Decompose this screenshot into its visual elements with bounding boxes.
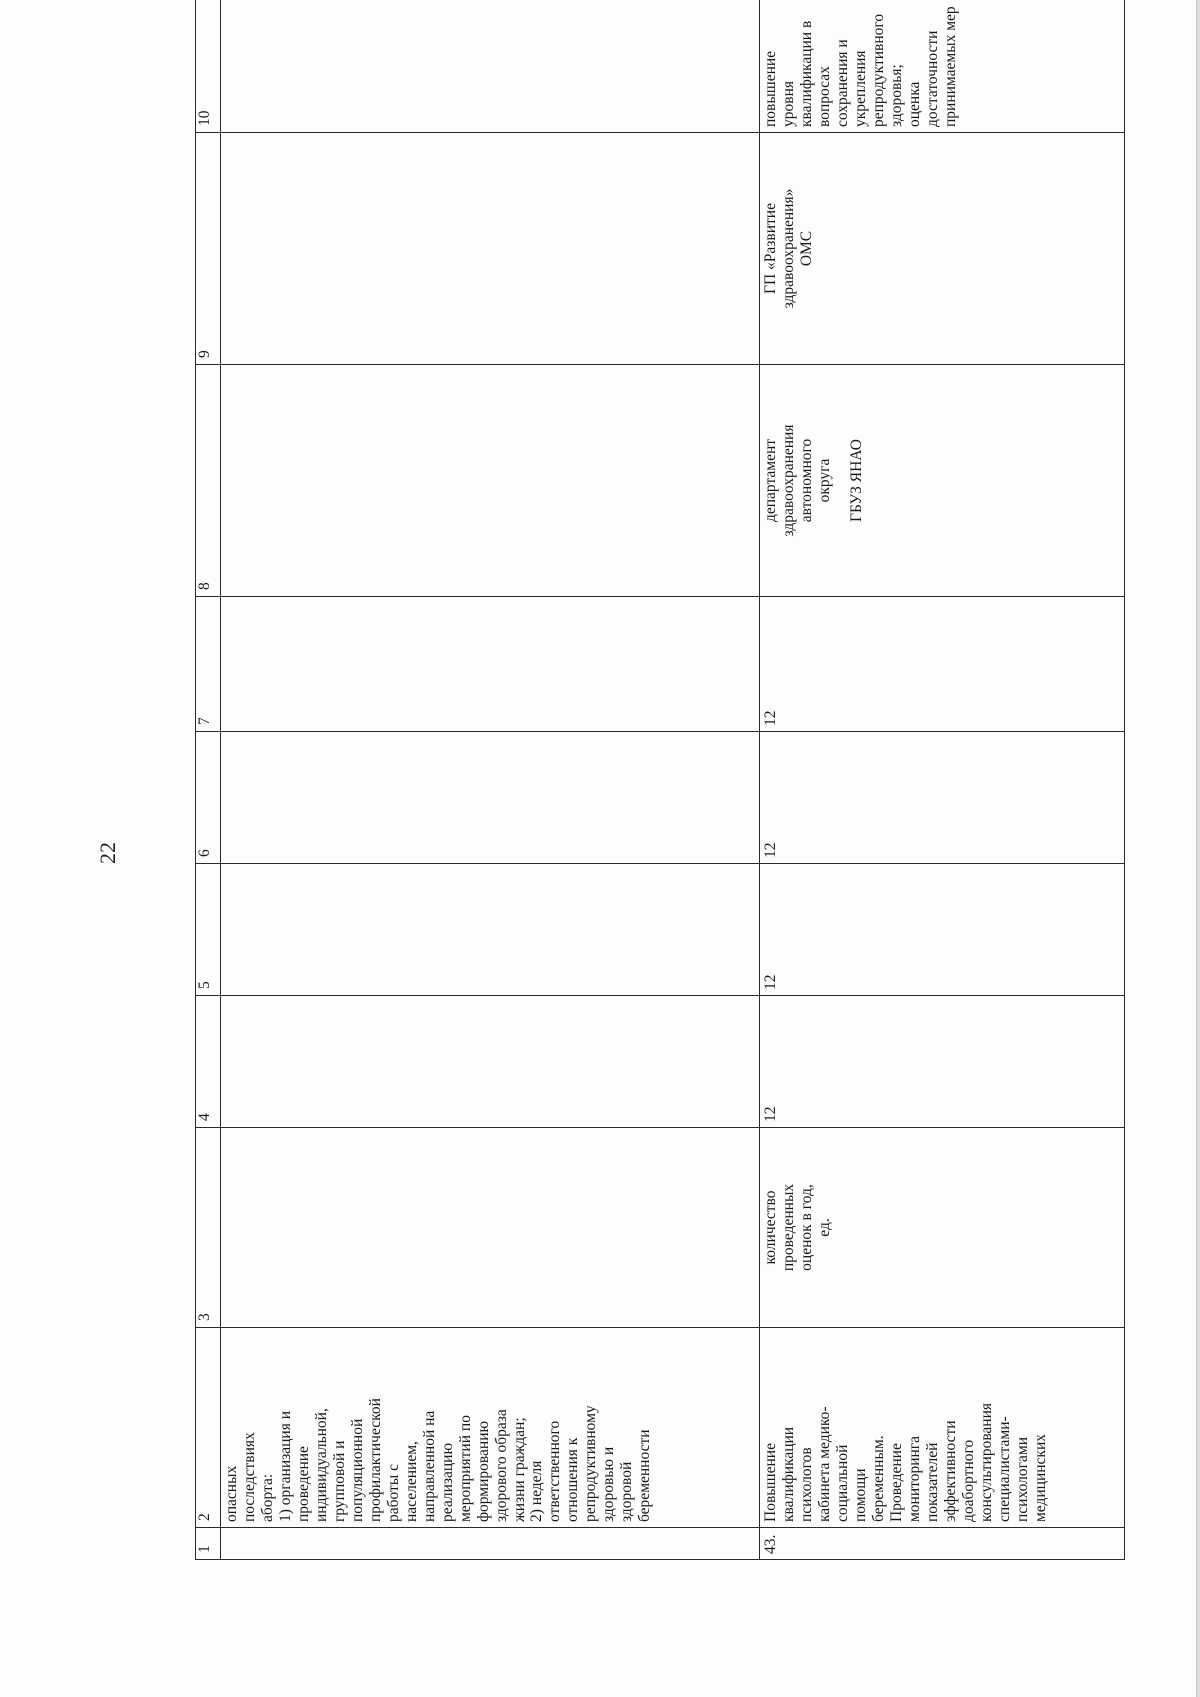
value-cell: 12 (760, 597, 1125, 732)
executor-cell (760, 365, 1125, 597)
executor-text: департамент здравоохранения автономного округа (762, 424, 833, 537)
column-header: 5 (196, 864, 221, 996)
page-number: 22 (95, 842, 120, 864)
column-header: 2 (196, 1328, 221, 1528)
result-cell (221, 0, 760, 133)
indicator-cell (221, 1128, 760, 1328)
row-number: 43. (760, 1528, 1125, 1560)
indicator-cell: количество проведенных оценок в год, ед. (760, 1128, 1125, 1328)
row-number (221, 1528, 760, 1560)
result-cell: повышение уровня квалификации в вопросах сохранения и укрепления репродуктивного здоровья; оценка достаточности принимаемых мер (760, 0, 1125, 133)
rotated-table-container (195, 6, 1125, 1560)
table-row (221, 0, 760, 1560)
executor-text-2: ГБУЗ ЯНАО (847, 439, 865, 522)
value-cell (221, 597, 760, 732)
value-cell (221, 864, 760, 996)
table-header-row (196, 0, 221, 1560)
value-cell: 12 (760, 864, 1125, 996)
value-cell (221, 996, 760, 1128)
value-cell: 12 (760, 732, 1125, 864)
column-header: 9 (196, 133, 221, 365)
program-cell (221, 133, 760, 365)
measures-table (195, 0, 1125, 1560)
value-cell: 12 (760, 996, 1125, 1128)
column-header: 6 (196, 732, 221, 864)
table-row (760, 0, 1125, 1560)
column-header: 3 (196, 1128, 221, 1328)
measure-cell: Повышение квалификации психологов кабинета медико- социальной помощи беременным. Проведение мониторинга показателей эффективности доабортного консультирования специалистами- психологами медицинских (760, 1328, 1125, 1528)
column-header: 8 (196, 365, 221, 597)
program-cell: ГП «Развитие здравоохранения» ОМС (760, 133, 1125, 365)
column-header: 7 (196, 597, 221, 732)
measure-cell: опасных последствиях аборта: 1) организация и проведение индивидуальной, групповой и популяционной профилактической работы с населением, направленной на реализацию мероприятий по формированию здорового образа жизни граждан; 2) неделя ответственного отношения к репродуктивному здоровью и здоровой беременности (221, 1328, 760, 1528)
value-cell (221, 732, 760, 864)
executor-cell (221, 365, 760, 597)
column-header: 10 (196, 0, 221, 133)
column-header: 4 (196, 996, 221, 1128)
column-header: 1 (196, 1528, 221, 1560)
